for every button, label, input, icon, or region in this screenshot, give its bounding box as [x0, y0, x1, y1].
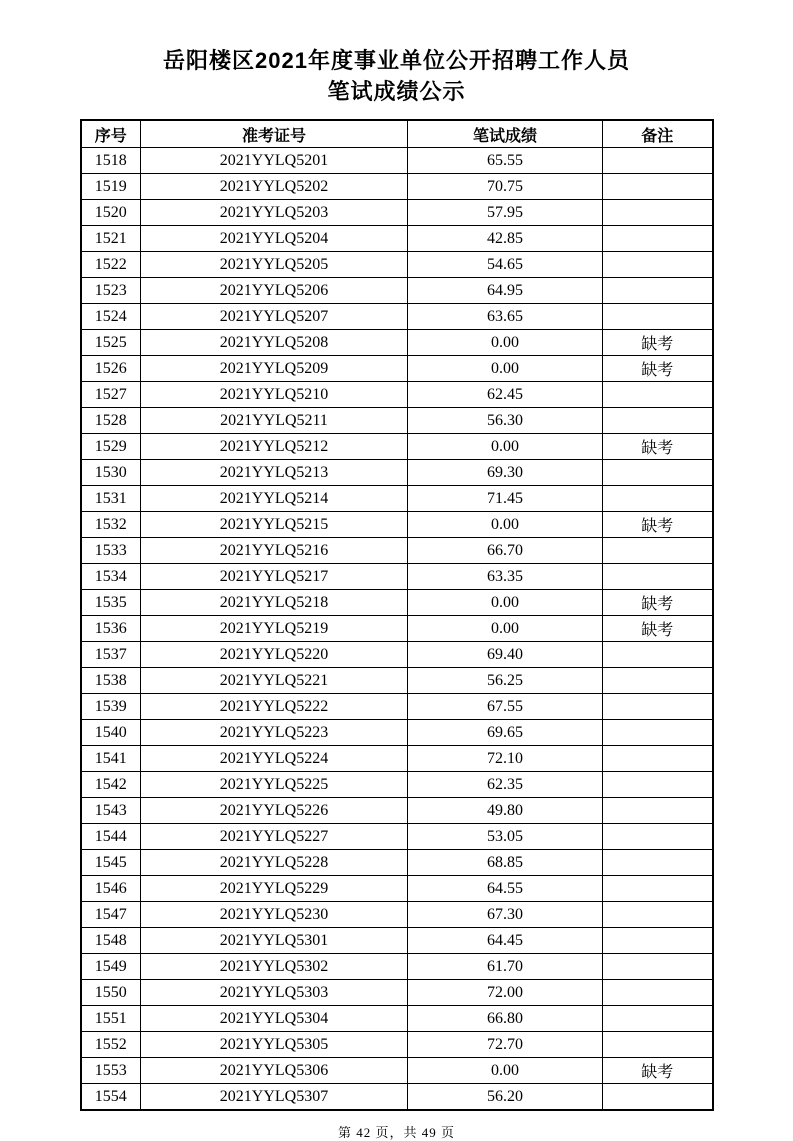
- page-footer: 第 42 页，共 49 页: [337, 1125, 455, 1140]
- cell-written-score: 68.85: [408, 850, 603, 876]
- cell-ticket-number: 2021YYLQ5226: [141, 798, 408, 824]
- cell-ticket-number: 2021YYLQ5221: [141, 668, 408, 694]
- cell-remark: [603, 902, 713, 928]
- cell-remark: [603, 720, 713, 746]
- cell-ticket-number: 2021YYLQ5209: [141, 356, 408, 382]
- cell-serial-number: 1545: [81, 850, 141, 876]
- cell-serial-number: 1540: [81, 720, 141, 746]
- cell-remark: 缺考: [603, 616, 713, 642]
- cell-serial-number: 1551: [81, 1006, 141, 1032]
- table-row: [81, 876, 713, 902]
- cell-written-score: 64.45: [408, 928, 603, 954]
- cell-ticket-number: 2021YYLQ5211: [141, 408, 408, 434]
- cell-remark: [603, 1032, 713, 1058]
- table-row: [81, 902, 713, 928]
- cell-serial-number: 1529: [81, 434, 141, 460]
- cell-remark: [603, 408, 713, 434]
- table-row: [81, 200, 713, 226]
- cell-remark: [603, 382, 713, 408]
- cell-remark: [603, 148, 713, 174]
- cell-ticket-number: 2021YYLQ5206: [141, 278, 408, 304]
- cell-written-score: 67.55: [408, 694, 603, 720]
- cell-remark: [603, 538, 713, 564]
- cell-ticket-number: 2021YYLQ5217: [141, 564, 408, 590]
- cell-written-score: 72.00: [408, 980, 603, 1006]
- cell-ticket-number: 2021YYLQ5212: [141, 434, 408, 460]
- cell-written-score: 54.65: [408, 252, 603, 278]
- cell-remark: 缺考: [603, 590, 713, 616]
- cell-ticket-number: 2021YYLQ5301: [141, 928, 408, 954]
- table-row: [81, 356, 713, 382]
- cell-ticket-number: 2021YYLQ5202: [141, 174, 408, 200]
- cell-ticket-number: 2021YYLQ5213: [141, 460, 408, 486]
- cell-remark: [603, 746, 713, 772]
- cell-serial-number: 1546: [81, 876, 141, 902]
- table-row: [81, 330, 713, 356]
- cell-serial-number: 1524: [81, 304, 141, 330]
- title-line-1: 岳阳楼区2021年度事业单位公开招聘工作人员: [163, 48, 630, 73]
- cell-written-score: 70.75: [408, 174, 603, 200]
- cell-remark: [603, 564, 713, 590]
- cell-ticket-number: 2021YYLQ5214: [141, 486, 408, 512]
- cell-serial-number: 1548: [81, 928, 141, 954]
- cell-remark: 缺考: [603, 1058, 713, 1084]
- cell-written-score: 61.70: [408, 954, 603, 980]
- table-row: [81, 226, 713, 252]
- cell-written-score: 72.10: [408, 746, 603, 772]
- cell-written-score: 62.35: [408, 772, 603, 798]
- cell-remark: [603, 200, 713, 226]
- cell-written-score: 66.80: [408, 1006, 603, 1032]
- cell-written-score: 0.00: [408, 616, 603, 642]
- cell-serial-number: 1526: [81, 356, 141, 382]
- cell-written-score: 64.55: [408, 876, 603, 902]
- table-row: [81, 1084, 713, 1111]
- cell-remark: [603, 174, 713, 200]
- cell-written-score: 69.30: [408, 460, 603, 486]
- cell-remark: [603, 252, 713, 278]
- cell-written-score: 56.25: [408, 668, 603, 694]
- table-row: [81, 746, 713, 772]
- cell-remark: [603, 850, 713, 876]
- cell-serial-number: 1554: [81, 1084, 141, 1111]
- cell-ticket-number: 2021YYLQ5208: [141, 330, 408, 356]
- cell-serial-number: 1550: [81, 980, 141, 1006]
- cell-serial-number: 1536: [81, 616, 141, 642]
- cell-written-score: 56.20: [408, 1084, 603, 1111]
- cell-written-score: 66.70: [408, 538, 603, 564]
- table-row: [81, 434, 713, 460]
- table-row: [81, 720, 713, 746]
- cell-remark: 缺考: [603, 356, 713, 382]
- cell-remark: [603, 928, 713, 954]
- cell-written-score: 67.30: [408, 902, 603, 928]
- cell-written-score: 57.95: [408, 200, 603, 226]
- cell-remark: [603, 1084, 713, 1111]
- table-row: [81, 460, 713, 486]
- cell-ticket-number: 2021YYLQ5227: [141, 824, 408, 850]
- cell-serial-number: 1521: [81, 226, 141, 252]
- cell-remark: [603, 772, 713, 798]
- cell-serial-number: 1518: [81, 148, 141, 174]
- cell-remark: [603, 278, 713, 304]
- cell-remark: [603, 486, 713, 512]
- cell-serial-number: 1520: [81, 200, 141, 226]
- table-row: [81, 798, 713, 824]
- cell-remark: [603, 1006, 713, 1032]
- cell-ticket-number: 2021YYLQ5218: [141, 590, 408, 616]
- cell-written-score: 0.00: [408, 330, 603, 356]
- cell-remark: [603, 694, 713, 720]
- cell-serial-number: 1534: [81, 564, 141, 590]
- cell-serial-number: 1547: [81, 902, 141, 928]
- table-row: [81, 538, 713, 564]
- cell-written-score: 71.45: [408, 486, 603, 512]
- cell-serial-number: 1535: [81, 590, 141, 616]
- cell-ticket-number: 2021YYLQ5228: [141, 850, 408, 876]
- cell-serial-number: 1542: [81, 772, 141, 798]
- table-row: [81, 564, 713, 590]
- table-row: [81, 1058, 713, 1084]
- table-row: [81, 382, 713, 408]
- cell-remark: 缺考: [603, 330, 713, 356]
- table-row: [81, 304, 713, 330]
- cell-written-score: 65.55: [408, 148, 603, 174]
- table-row: [81, 694, 713, 720]
- table-row: [81, 642, 713, 668]
- cell-ticket-number: 2021YYLQ5230: [141, 902, 408, 928]
- table-row: [81, 408, 713, 434]
- cell-remark: [603, 824, 713, 850]
- cell-written-score: 0.00: [408, 434, 603, 460]
- cell-ticket-number: 2021YYLQ5201: [141, 148, 408, 174]
- cell-ticket-number: 2021YYLQ5307: [141, 1084, 408, 1111]
- document-title: [0, 45, 793, 107]
- cell-ticket-number: 2021YYLQ5306: [141, 1058, 408, 1084]
- cell-ticket-number: 2021YYLQ5205: [141, 252, 408, 278]
- table-row: [81, 850, 713, 876]
- cell-written-score: 0.00: [408, 512, 603, 538]
- cell-serial-number: 1531: [81, 486, 141, 512]
- cell-ticket-number: 2021YYLQ5224: [141, 746, 408, 772]
- table-row: [81, 590, 713, 616]
- cell-written-score: 72.70: [408, 1032, 603, 1058]
- cell-serial-number: 1553: [81, 1058, 141, 1084]
- cell-remark: 缺考: [603, 512, 713, 538]
- table-row: [81, 616, 713, 642]
- header-remark: 备注: [603, 120, 713, 148]
- cell-ticket-number: 2021YYLQ5229: [141, 876, 408, 902]
- table-row: [81, 486, 713, 512]
- table-row: [81, 1032, 713, 1058]
- cell-ticket-number: 2021YYLQ5222: [141, 694, 408, 720]
- cell-written-score: 56.30: [408, 408, 603, 434]
- table-row: [81, 772, 713, 798]
- cell-written-score: 0.00: [408, 590, 603, 616]
- cell-remark: [603, 954, 713, 980]
- cell-serial-number: 1533: [81, 538, 141, 564]
- cell-serial-number: 1544: [81, 824, 141, 850]
- table-row: [81, 148, 713, 174]
- cell-serial-number: 1530: [81, 460, 141, 486]
- header-written-score: 笔试成绩: [408, 120, 603, 148]
- cell-remark: [603, 460, 713, 486]
- table-row: [81, 668, 713, 694]
- cell-remark: [603, 642, 713, 668]
- cell-serial-number: 1532: [81, 512, 141, 538]
- table-row: [81, 252, 713, 278]
- cell-serial-number: 1522: [81, 252, 141, 278]
- cell-remark: [603, 668, 713, 694]
- cell-written-score: 0.00: [408, 1058, 603, 1084]
- cell-ticket-number: 2021YYLQ5303: [141, 980, 408, 1006]
- cell-written-score: 49.80: [408, 798, 603, 824]
- cell-ticket-number: 2021YYLQ5204: [141, 226, 408, 252]
- table-header-row: [81, 120, 713, 148]
- table-row: [81, 174, 713, 200]
- table-row: [81, 954, 713, 980]
- header-ticket-number: 准考证号: [141, 120, 408, 148]
- cell-serial-number: 1527: [81, 382, 141, 408]
- cell-written-score: 0.00: [408, 356, 603, 382]
- title-line-2: 笔试成绩公示: [327, 79, 466, 104]
- header-serial-number: 序号: [81, 120, 141, 148]
- cell-remark: [603, 876, 713, 902]
- table-row: [81, 980, 713, 1006]
- cell-serial-number: 1523: [81, 278, 141, 304]
- cell-written-score: 63.65: [408, 304, 603, 330]
- score-table: [80, 119, 714, 1111]
- table-row: [81, 928, 713, 954]
- cell-serial-number: 1539: [81, 694, 141, 720]
- cell-remark: [603, 226, 713, 252]
- cell-serial-number: 1525: [81, 330, 141, 356]
- table-row: [81, 512, 713, 538]
- cell-serial-number: 1538: [81, 668, 141, 694]
- cell-ticket-number: 2021YYLQ5215: [141, 512, 408, 538]
- cell-remark: [603, 798, 713, 824]
- cell-written-score: 63.35: [408, 564, 603, 590]
- cell-ticket-number: 2021YYLQ5304: [141, 1006, 408, 1032]
- cell-written-score: 64.95: [408, 278, 603, 304]
- cell-written-score: 62.45: [408, 382, 603, 408]
- cell-serial-number: 1549: [81, 954, 141, 980]
- cell-ticket-number: 2021YYLQ5210: [141, 382, 408, 408]
- cell-ticket-number: 2021YYLQ5219: [141, 616, 408, 642]
- cell-ticket-number: 2021YYLQ5223: [141, 720, 408, 746]
- cell-remark: [603, 980, 713, 1006]
- cell-written-score: 69.40: [408, 642, 603, 668]
- cell-serial-number: 1543: [81, 798, 141, 824]
- cell-serial-number: 1541: [81, 746, 141, 772]
- table-row: [81, 824, 713, 850]
- cell-written-score: 69.65: [408, 720, 603, 746]
- cell-serial-number: 1519: [81, 174, 141, 200]
- table-row: [81, 1006, 713, 1032]
- cell-serial-number: 1537: [81, 642, 141, 668]
- score-table-body: [81, 148, 713, 1111]
- cell-ticket-number: 2021YYLQ5203: [141, 200, 408, 226]
- cell-ticket-number: 2021YYLQ5225: [141, 772, 408, 798]
- cell-ticket-number: 2021YYLQ5216: [141, 538, 408, 564]
- cell-written-score: 42.85: [408, 226, 603, 252]
- cell-written-score: 53.05: [408, 824, 603, 850]
- cell-remark: 缺考: [603, 434, 713, 460]
- cell-ticket-number: 2021YYLQ5305: [141, 1032, 408, 1058]
- cell-serial-number: 1528: [81, 408, 141, 434]
- cell-ticket-number: 2021YYLQ5220: [141, 642, 408, 668]
- cell-ticket-number: 2021YYLQ5207: [141, 304, 408, 330]
- table-row: [81, 278, 713, 304]
- cell-ticket-number: 2021YYLQ5302: [141, 954, 408, 980]
- cell-remark: [603, 304, 713, 330]
- cell-serial-number: 1552: [81, 1032, 141, 1058]
